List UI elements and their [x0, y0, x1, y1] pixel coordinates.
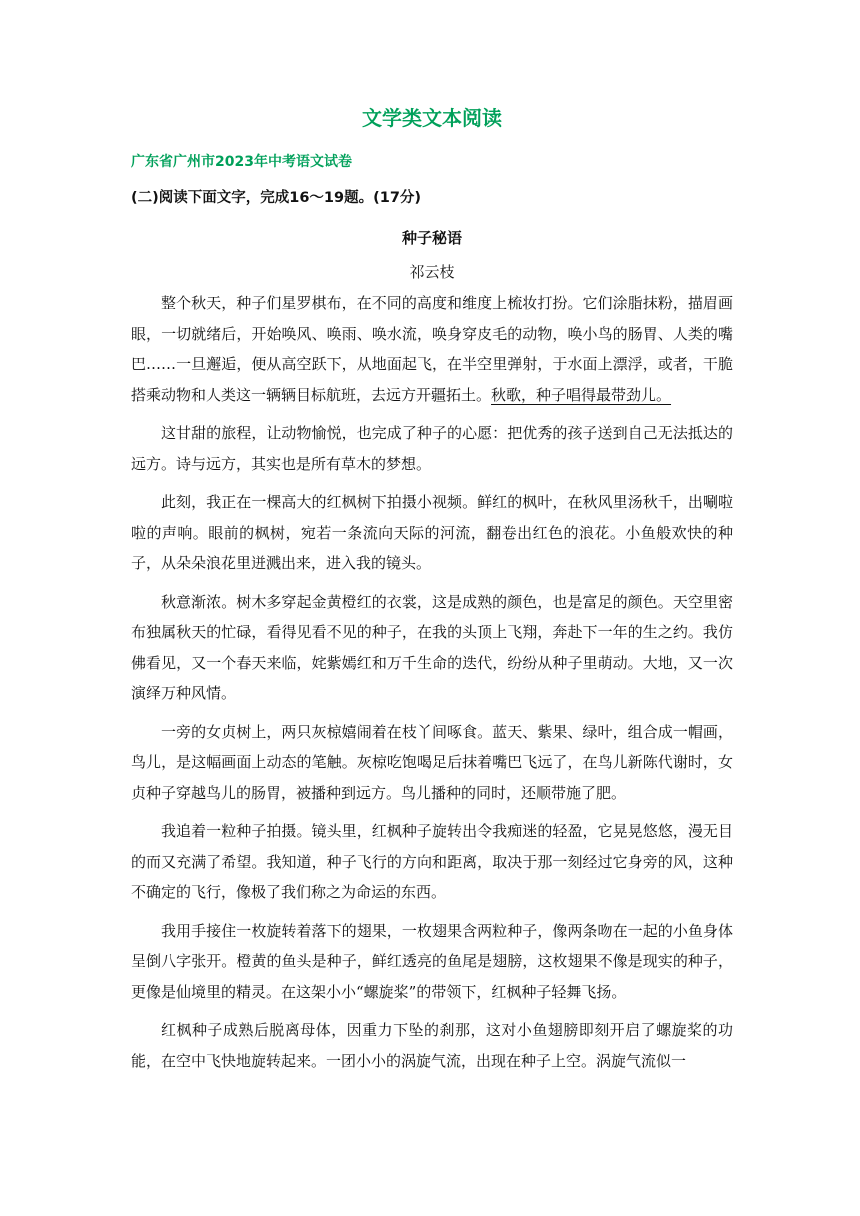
exam-source: 广东省广州市2023年中考语文试卷 [131, 154, 352, 170]
paragraph-7: 我用手接住一枚旋转着落下的翅果，一枚翅果含两粒种子，像两条吻在一起的小鱼身体呈倒八字张开。橙黄的鱼头是种子，鲜红透亮的鱼尾是翅膀，这枚翅果不像是现实的种子，更像是仙境里的精灵。在这架小小“螺旋桨”的带领下，红枫种子轻舞飞扬。 [131, 921, 733, 1001]
paragraph-6: 我追着一粒种子拍摄。镜头里，红枫种子旋转出令我痴迷的轻盈，它晃晃悠悠，漫无目的而又充满了希望。我知道，种子飞行的方向和距离，取决于那一刻经过它身旁的风，这种不确定的飞行，像极了我们称之为命运的东西。 [131, 822, 733, 901]
essay-author: 祁云枝 [409, 263, 455, 281]
essay-title: 种子秘语 [401, 229, 462, 247]
underlined-sentence: 秋歌，种子唱得最带劲儿。 [491, 385, 672, 404]
paragraph-5: 一旁的女贞树上，两只灰椋嬉闹着在枝丫间啄食。蓝天、紫果、绿叶，组合成一帽画，鸟儿，是这幅画面上动态的笔触。灰椋吃饱喝足后抹着嘴巴飞远了，在鸟儿新陈代谢时，女贞种子穿越鸟儿的肠胃，被播种到远方。鸟儿播种的同时，还顺带施了肥。 [131, 722, 733, 802]
paragraph-text: 整个秋天，种子们星罗棋布，在不同的高度和维度上梳妆打扮。它们涂脂抹粉，描眉画眼，一切就绪后，开始唤风、唤雨、唤水流，唤身穿皮毛的动物，唤小鸟的肠胃、人类的嘴巴……一旦邂逅，便从高空跃下，从地面起飞，在半空里弹射，于水面上漂浮，或者，干脆搭乘动物和人类这一辆辆目标航班，去远方开疆拓土。 [131, 294, 733, 404]
question-instruction: (二)阅读下面文字，完成16～19题。(17分) [131, 190, 422, 206]
paragraph-4: 秋意渐浓。树木多穿起金黄橙红的衣裳，这是成熟的颜色，也是富足的颜色。天空里密布独属秋天的忙碌，看得见看不见的种子，在我的头顶上飞翔，奔赴下一年的生之约。我仿佛看见，又一个春天来临，姹紫嫣红和万千生命的迭代，纷纷从种子里萌动。大地，又一次演绎万种风情。 [131, 592, 733, 702]
paragraph-8: 红枫种子成熟后脱离母体，因重力下坠的刹那，这对小鱼翅膀即刻开启了螺旋桨的功能，在空中飞快地旋转起来。一团小小的涡旋气流，出现在种子上空。涡旋气流似一 [131, 1021, 733, 1070]
paragraph-2: 这甘甜的旅程，让动物愉悦，也完成了种子的心愿：把优秀的孩子送到自己无法抵达的远方。诗与远方，其实也是所有草木的梦想。 [131, 424, 733, 473]
document-title: 文学类文本阅读 [362, 106, 502, 130]
essay-body [131, 288, 733, 1084]
paragraph-3: 此刻，我正在一棵高大的红枫树下拍摄小视频。鲜红的枫叶，在秋风里汤秋千，出唰啦啦的声响。眼前的枫树，宛若一条流向天际的河流，翻卷出红色的浪花。小鱼般欢快的种子，从朵朵浪花里迸溅出来，进入我的镜头。 [131, 493, 733, 572]
paragraph-1 [131, 288, 733, 410]
